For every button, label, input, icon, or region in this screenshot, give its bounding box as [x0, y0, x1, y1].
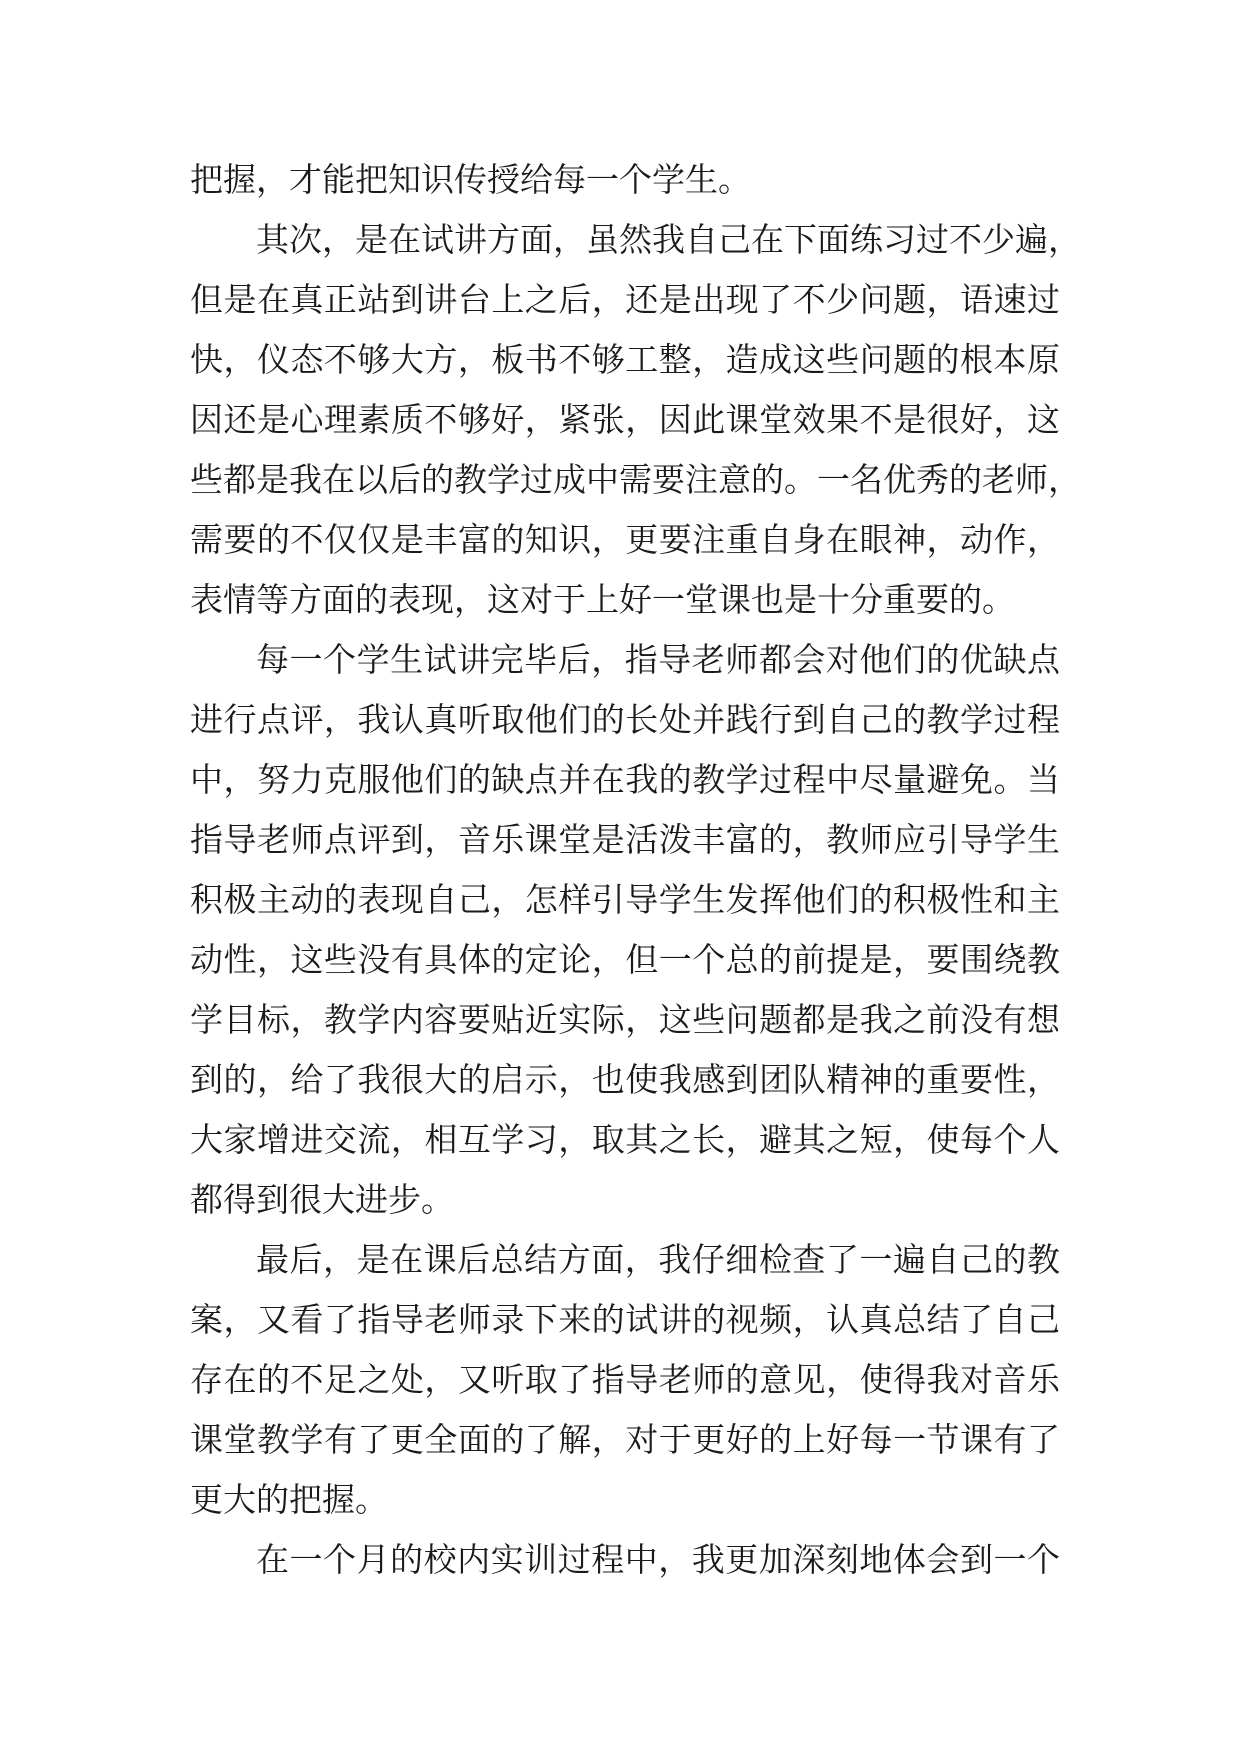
text-line: 把握，才能把知识传授给每一个学生。 — [190, 160, 751, 199]
text-line: 指导老师点评到，音乐课堂是活泼丰富的，教师应引导学生 — [190, 820, 1060, 859]
text-line: 存在的不足之处，又听取了指导老师的意见，使得我对音乐 — [190, 1360, 1060, 1399]
text-line: 学目标，教学内容要贴近实际，这些问题都是我之前没有想 — [190, 1000, 1060, 1039]
text-line: 更大的把握。 — [190, 1480, 388, 1519]
paragraph-first-line: 其次，是在试讲方面，虽然我自己在下面练习过不少遍， — [256, 220, 1081, 259]
paragraph-first-line: 每一个学生试讲完毕后，指导老师都会对他们的优缺点 — [256, 640, 1060, 679]
text-line: 进行点评，我认真听取他们的长处并践行到自己的教学过程 — [190, 700, 1060, 739]
text-line: 积极主动的表现自己，怎样引导学生发挥他们的积极性和主 — [190, 880, 1060, 919]
text-line: 因还是心理素质不够好，紧张，因此课堂效果不是很好，这 — [190, 400, 1060, 439]
text-line: 案，又看了指导老师录下来的试讲的视频，认真总结了自己 — [190, 1300, 1060, 1339]
text-line: 大家增进交流，相互学习，取其之长，避其之短，使每个人 — [190, 1120, 1060, 1159]
text-line: 快，仪态不够大方，板书不够工整，造成这些问题的根本原 — [190, 340, 1060, 379]
text-line: 动性，这些没有具体的定论，但一个总的前提是，要围绕教 — [190, 940, 1060, 979]
text-line: 中，努力克服他们的缺点并在我的教学过程中尽量避免。当 — [190, 760, 1060, 799]
text-line: 些都是我在以后的教学过成中需要注意的。一名优秀的老师， — [190, 460, 1081, 499]
text-line: 到的，给了我很大的启示，也使我感到团队精神的重要性， — [190, 1060, 1060, 1099]
text-line: 都得到很大进步。 — [190, 1180, 454, 1219]
text-line: 表情等方面的表现，这对于上好一堂课也是十分重要的。 — [190, 580, 1015, 619]
paragraph-first-line: 最后，是在课后总结方面，我仔细检查了一遍自己的教 — [256, 1240, 1060, 1279]
text-line: 课堂教学有了更全面的了解，对于更好的上好每一节课有了 — [190, 1420, 1060, 1459]
paragraph-first-line: 在一个月的校内实训过程中，我更加深刻地体会到一个 — [256, 1540, 1060, 1579]
text-line: 但是在真正站到讲台上之后，还是出现了不少问题，语速过 — [190, 280, 1060, 319]
text-line: 需要的不仅仅是丰富的知识，更要注重自身在眼神，动作， — [190, 520, 1060, 559]
